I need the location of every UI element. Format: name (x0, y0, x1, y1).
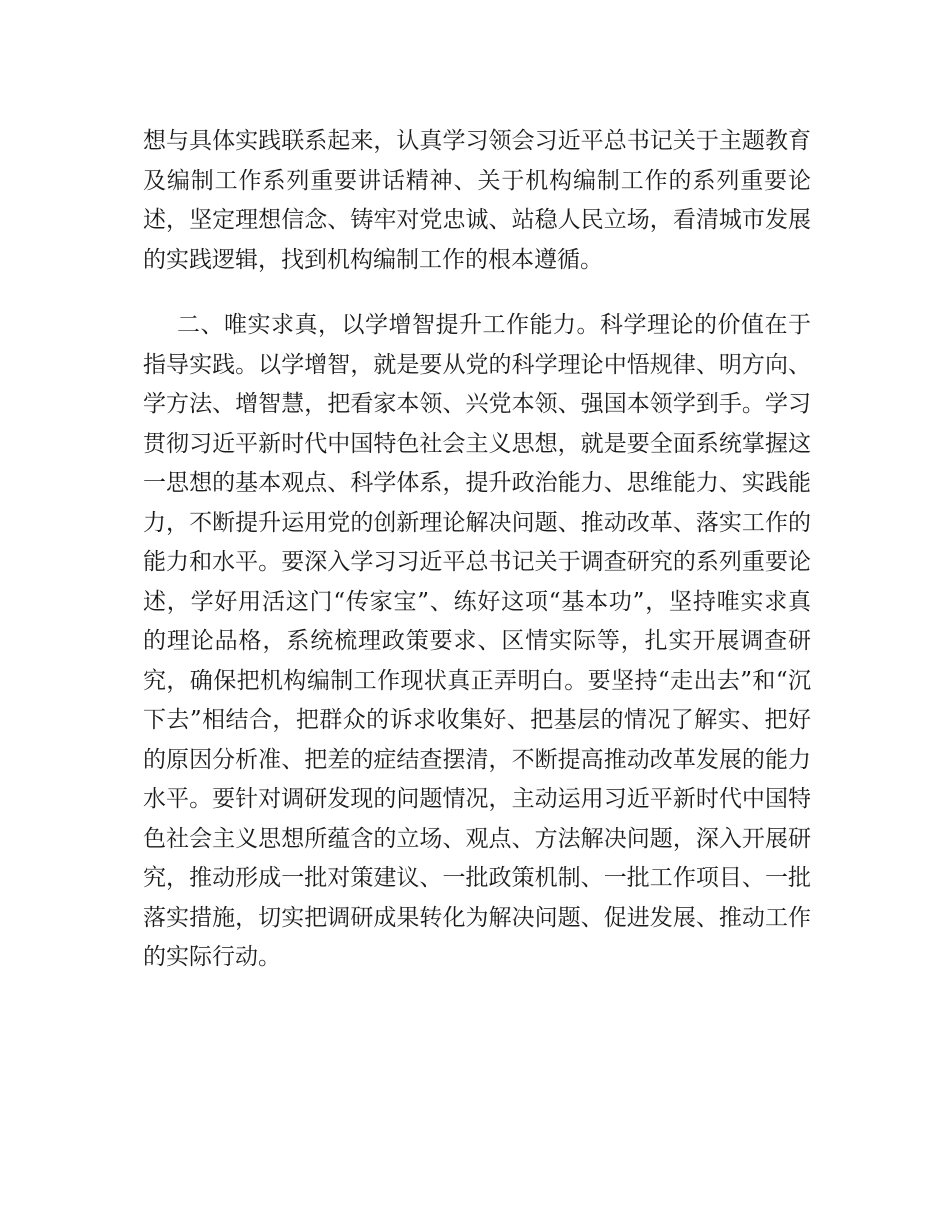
paragraph-continuation: 想与具体实践联系起来，认真学习领会习近平总书记关于主题教育及编制工作系列重要讲话精神、关于机构编制工作的系列重要论述，坚定理想信念、铸牢对党忠诚、站稳人民立场，看清城市发展的实践逻辑，找到机构编制工作的根本遵循。 (143, 128, 811, 273)
paragraph-section-two: 二、唯实求真，以学增智提升工作能力。科学理论的价值在于指导实践。以学增智，就是要从党的科学理论中悟规律、明方向、学方法、增智慧，把看家本领、兴党本领、强国本领学到手。学习贯彻习近平新时代中国特色社会主义思想，就是要全面系统掌握这一思想的基本观点、科学体系，提升政治能力、思维能力、实践能力，不断提升运用党的创新理论解决问题、推动改革、落实工作的能力和水平。要深入学习习近平总书记关于调查研究的系列重要论述，学好用活这门“传家宝”、练好这项“基本功”，坚持唯实求真的理论品格，系统梳理政策要求、区情实际等，扎实开展调查研究，确保把机构编制工作现状真正弄明白。要坚持“走出去”和“沉下去”相结合，把群众的诉求收集好、把基层的情况了解实、把好的原因分析准、把差的症结查摆清，不断提高推动改革发展的能力水平。要针对调研发现的问题情况，主动运用习近平新时代中国特色社会主义思想所蕴含的立场、观点、方法解决问题，深入开展研究，推动形成一批对策建议、一批政策机制、一批工作项目、一批落实措施，切实把调研成果转化为解决问题、促进发展、推动工作的实际行动。 (143, 312, 811, 970)
